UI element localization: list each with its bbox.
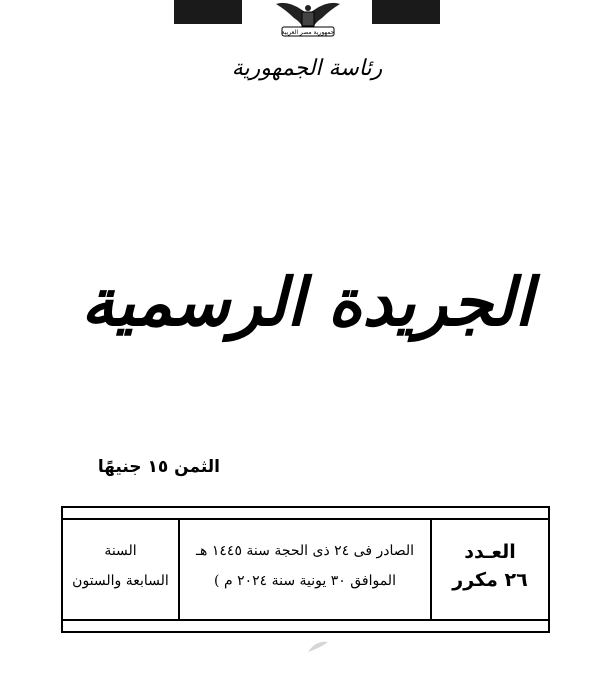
price-label: الثمن ١٥ جنيهًا bbox=[97, 457, 220, 477]
issue-label: العـدد bbox=[464, 541, 516, 563]
gazette-title: الجريدة الرسمية bbox=[81, 263, 533, 341]
info-bar-top bbox=[61, 506, 550, 520]
year-label: السنة bbox=[104, 543, 137, 559]
year-cell bbox=[63, 520, 178, 619]
year-value: السابعة والستون bbox=[72, 573, 169, 589]
presidency-heading: رئاسة الجمهورية bbox=[231, 56, 383, 81]
issue-info-table bbox=[61, 520, 550, 619]
eagle-emblem-icon bbox=[258, 0, 358, 40]
info-bar-bottom bbox=[61, 619, 550, 633]
emblem-caption: جمهورية مصر العربية bbox=[281, 29, 335, 36]
header-bar-left bbox=[174, 0, 242, 24]
issue-number: ٢٦ مكرر bbox=[452, 569, 528, 591]
hijri-date: الصادر فى ٢٤ ذى الحجة سنة ١٤٤٥ هـ bbox=[195, 543, 415, 559]
gregorian-date: الموافق ٣٠ يونية سنة ٢٠٢٤ م ) bbox=[214, 573, 396, 589]
scan-mark-icon bbox=[306, 638, 330, 654]
header-bar-right bbox=[372, 0, 440, 24]
issue-cell bbox=[430, 520, 548, 619]
date-cell bbox=[178, 520, 430, 619]
